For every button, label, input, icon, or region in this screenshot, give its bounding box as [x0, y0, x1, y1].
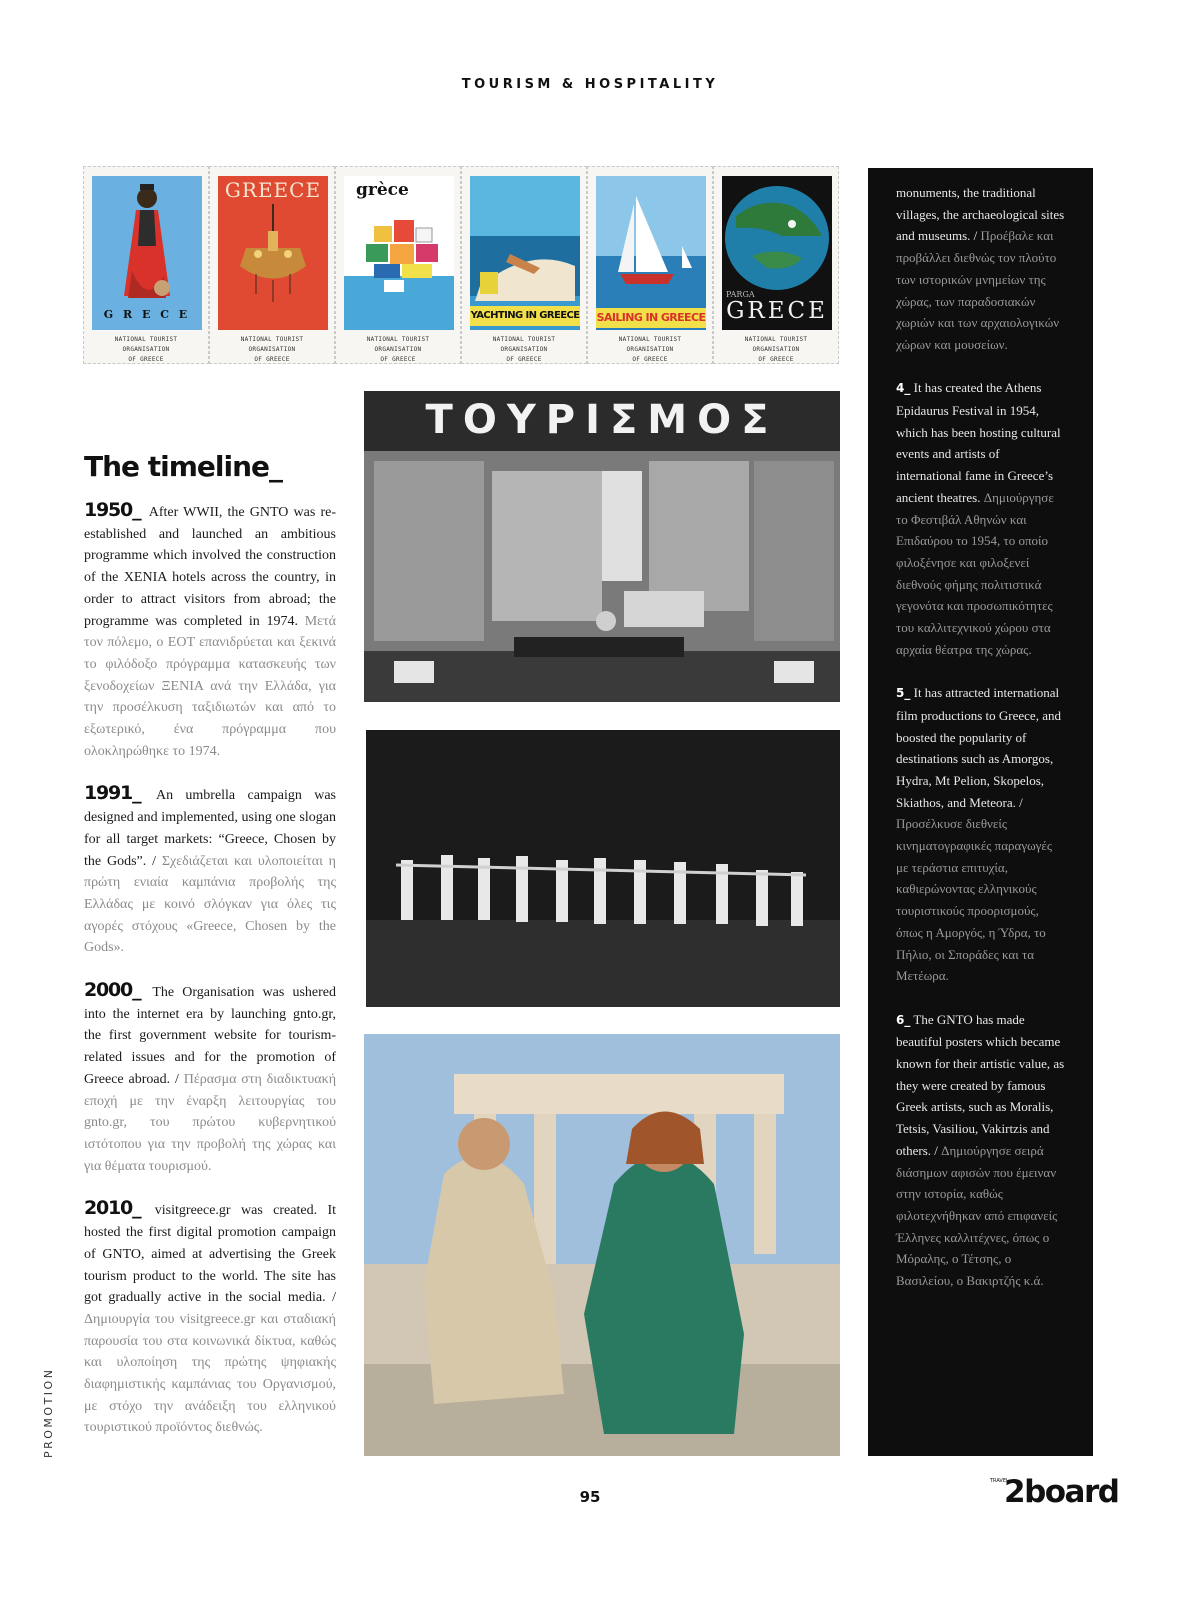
- sidebar-fact: [896, 682, 1066, 987]
- logo-word: 2board: [1004, 1474, 1119, 1510]
- logo-small-text: TRAVEL: [990, 1478, 1009, 1484]
- timeline-year: 2010_: [84, 1197, 141, 1220]
- dancers-scene-graphic: [366, 730, 840, 1007]
- booth-sign-text: ΤΟΥΡΙΣΜΟΣ: [425, 397, 779, 443]
- timeline-year: 2000_: [84, 979, 141, 1002]
- tourism-booth-photo: [364, 391, 840, 702]
- timeline-text-en: visitgreece.gr was created. It hosted the first digital promotion campaign of GNTO, aimed at advertising the Greek tourism product to the world. The site has got gradually active in the social media. /: [84, 1203, 337, 1306]
- timeline-text-en: An umbrella campaign was designed and implemented, using one slogan for all target markets: “Greece, Chosen by the Gods”. /: [84, 788, 336, 869]
- magazine-logo: [990, 1474, 1119, 1514]
- timeline-entry: [84, 1198, 336, 1439]
- sidebar-fact: [896, 1009, 1066, 1292]
- sidebar-text-en: It has created the Athens Epidaurus Festival in 1954, which has been hosting cultural events and artists of international fame in Greece’s ancient theatres.: [896, 380, 1061, 505]
- timeline-entry: [84, 500, 336, 762]
- sidebar-text-en: monuments, the traditional villages, the archaeological sites and museums. /: [896, 185, 1065, 244]
- sidebar-fact-number: 6_: [896, 1012, 911, 1027]
- stamp-word: SAILING IN GREECE: [596, 308, 706, 328]
- sidebar-text-el: Δημιούργησε σειρά διάσημων αφισών που έμειναν στην ιστορία, καθώς φιλοτεχνήθηκαν από επιφανείς Έλληνες καλλιτέχνες, όπως ο Μόραλης, ο Τέτσης, ο Βασιλείου, ο Βακιρτζής κ.ά.: [896, 1142, 1058, 1289]
- stamp-word: grèce: [356, 180, 409, 200]
- stamp-grece-houses: [335, 166, 461, 364]
- sidebar-text-en: The GNTO has made beautiful posters which became known for their artistic value, as they were created by famous Greek artists, such as Moralis, Tetsis, Vasiliou, Vakirtzis and others. /: [896, 1011, 1065, 1158]
- timeline-text-el: Σχεδιάζεται και υλοποιείται η πρώτη ενιαία καμπάνια προβολής της Ελλάδας με κοινό σλόγκαν για όλες τις αγορές στόχους «Greece, Chosen by the Gods».: [84, 853, 337, 956]
- timeline-text-el: Πέρασμα στη διαδικτυακή εποχή με την έναρξη λειτουργίας του gnto.gr, του πρώτου κυβερνητικού ιστότοπου για την προβολή της χώρας και για θέματα τουρισμού.: [84, 1071, 337, 1174]
- sidebar-text-el: Προσέλκυσε διεθνείς κινηματογραφικές παραγωγές με τεράστια επιτυχία, καθιερώνοντας ελληνικούς τουριστικούς προορισμούς, όπως η Αμοργός, η Ύδρα, το Πήλιο, οι Σποράδες και τα Μετέωρα.: [896, 816, 1053, 984]
- sidebar-fact: [896, 182, 1066, 356]
- timeline-entry: [84, 980, 336, 1177]
- sidebar-text-el: Προέβαλε και προβάλλει διεθνώς τον πλούτο των ιστορικών μνημείων της χώρας, των παραδοσιακών χωριών και των αρχαιολογικών χώρων και μουσείων.: [896, 228, 1060, 352]
- stamp-caption: NATIONAL TOURIST ORGANISATION OF GREECE: [744, 336, 808, 363]
- stamp-strip: [83, 166, 840, 364]
- timeline-text-el: Μετά τον πόλεμο, ο ΕΟΤ επανιδρύεται και ξεκινά το φιλόδοξο πρόγραμμα κατασκευής των ξενοδοχείων ΞΕΝΙΑ ανά την Ελλάδα, για την προσέλκυση ταξιδιωτών και από το εξωτερικό, ένα πρόγραμμα που ολοκληρώθηκε το 1974.: [84, 613, 337, 759]
- timeline-year: 1950_: [84, 499, 141, 521]
- timeline-title: The timeline_: [84, 450, 283, 483]
- sidebar-fact-number: 5_: [896, 686, 911, 701]
- stamp-caption: NATIONAL TOURIST ORGANISATION OF GREECE: [618, 336, 682, 363]
- facts-sidebar: [868, 168, 1093, 1456]
- sidebar-text-en: It has attracted international film productions to Greece, and boosted the popularity of destinations such as Amorgos, Hydra, Mt Pelion, Skopelos, Skiathos, and Meteora. /: [896, 685, 1061, 810]
- stamp-caption: NATIONAL TOURIST ORGANISATION OF GREECE: [240, 336, 304, 363]
- timeline-text-en: The Organisation was ushered into the internet era by launching gnto.gr, the first government website for tourism-related issues and for the promotion of Greece abroad. /: [84, 985, 337, 1087]
- timeline-text-en: After WWII, the GNTO was re-established and launched an ambitious programme which involved the construction of the XENIA hotels across the country, in order to attract visitors from abroad; the programme was completed in 1974.: [84, 505, 336, 629]
- stamp-caption: NATIONAL TOURIST ORGANISATION OF GREECE: [114, 336, 178, 363]
- dancers-photo: [366, 730, 840, 1007]
- woman-figure-illustration: [92, 176, 202, 330]
- stamp-word: GREECE: [224, 178, 322, 202]
- sailboat-illustration: [596, 176, 706, 330]
- sidebar-fact: [896, 377, 1066, 660]
- sidebar-text-el: Δημιούργησε το Φεστιβάλ Αθηνών και Επιδαύρου το 1954, το οποίο φιλοξένησε και φιλοξενεί διεθνούς φήμης πολιτιστικά γεγονότα και προσωπικότητες του καλλιτεχνικού χώρου στα αρχαία θέατρα της χώρας.: [896, 489, 1054, 657]
- stamp-caption: NATIONAL TOURIST ORGANISATION OF GREECE: [492, 336, 556, 363]
- section-header: TOURISM & HOSPITALITY: [461, 77, 719, 92]
- stamp-word: YACHTING IN GREECE: [470, 306, 580, 326]
- timeline-text-el: Δημιουργία του visitgreece.gr και σταδιακή παρουσία του στα κοινωνικά δίκτυα, καθώς και υλοποίηση της πρώτης ψηφιακής διαφημιστικής καμπάνιας του Οργανισμού, με στόχο την ανάδειξη του ελληνικού τουριστικού προϊόντος διεθνώς.: [84, 1311, 336, 1436]
- stamp-word: GRECE: [726, 298, 828, 324]
- sidebar-fact-number: 4_: [896, 381, 911, 396]
- acropolis-couple-photo: [364, 1034, 840, 1456]
- timeline-year: 1991_: [84, 782, 141, 805]
- acropolis-scene-graphic: [364, 1034, 840, 1456]
- stamp-yachting-in-greece: [461, 166, 587, 364]
- timeline-list: [84, 500, 336, 1460]
- stamp-parga-grece: [713, 166, 839, 364]
- stamp-sailing-in-greece: [587, 166, 713, 364]
- section-side-label: PROMOTION: [42, 1367, 55, 1458]
- stamp-subword: PARGA: [726, 290, 755, 299]
- timeline-entry: [84, 783, 336, 959]
- stamp-caption: NATIONAL TOURIST ORGANISATION OF GREECE: [366, 336, 430, 363]
- stamp-greece-ship: [209, 166, 335, 364]
- stamp-word: G R E C E: [103, 308, 191, 321]
- stamp-grece-figure: [83, 166, 209, 364]
- page-number: 95: [579, 1488, 601, 1506]
